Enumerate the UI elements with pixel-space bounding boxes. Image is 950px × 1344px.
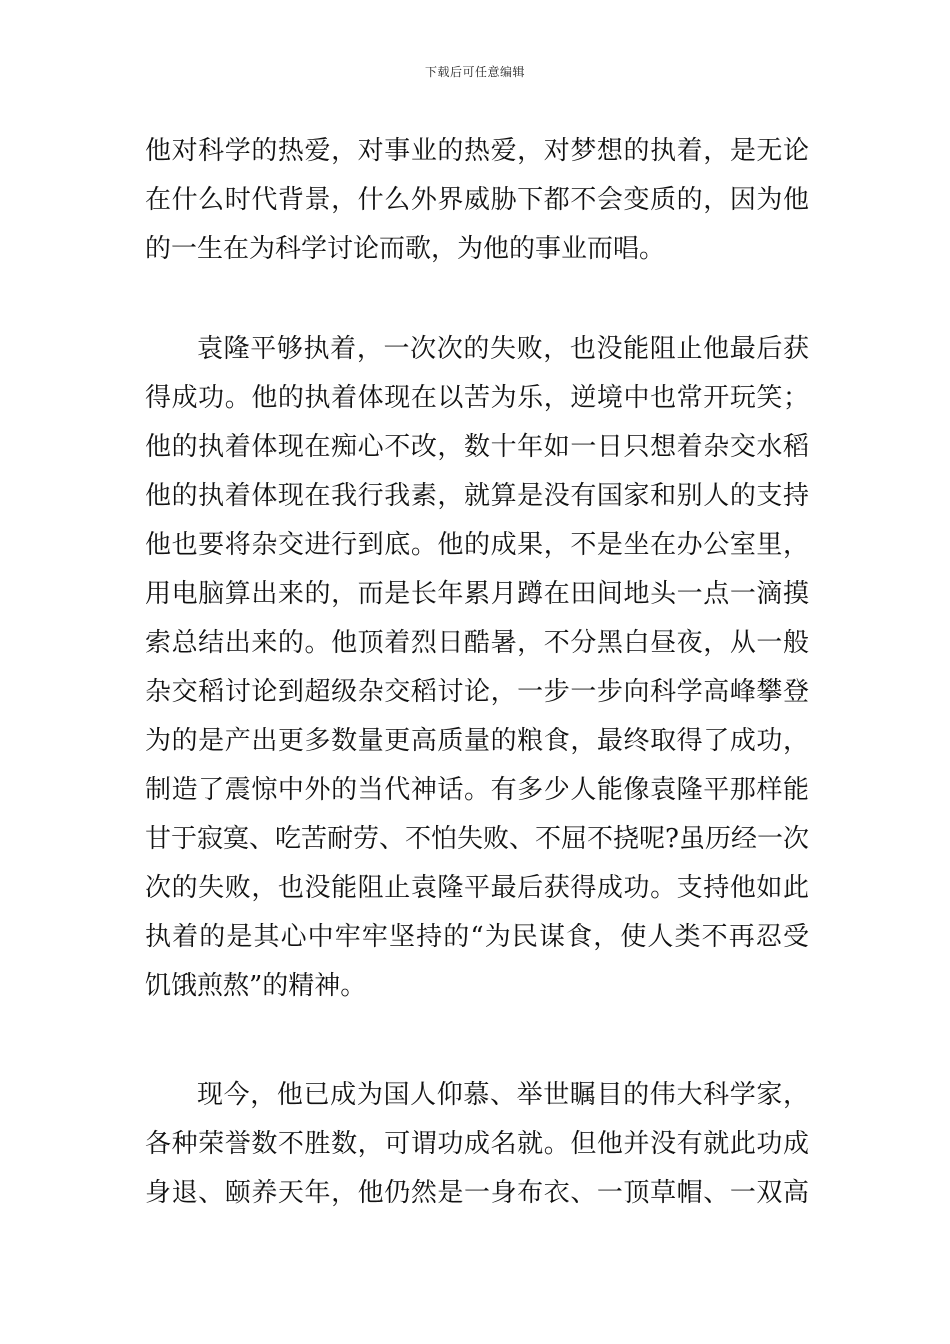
text-line: 他的执着体现在痴心不改，数十年如一日只想着杂交水稻 xyxy=(145,432,809,462)
text-line: 他对科学的热爱，对事业的热爱，对梦想的执着，是无论 xyxy=(145,136,809,166)
text-line: 杂交稻讨论到超级杂交稻讨论，一步一步向科学高峰攀登 xyxy=(145,677,809,707)
text-line: 他也要将杂交进行到底。他的成果，不是坐在办公室里， xyxy=(145,530,809,560)
paragraph-1 xyxy=(145,127,809,274)
text-line: 袁隆平够执着，一次次的失败，也没能阻止他最后获 xyxy=(197,334,809,364)
text-line: 甘于寂寞、吃苦耐劳、不怕失败、不屈不挠呢?虽历经一次 xyxy=(145,824,809,854)
text-line: 现今，他已成为国人仰慕、举世瞩目的伟大科学家， xyxy=(197,1080,809,1110)
text-line: 他的执着体现在我行我素，就算是没有国家和别人的支持 xyxy=(145,481,809,511)
text-line: 用电脑算出来的，而是长年累月蹲在田间地头一点一滴摸 xyxy=(145,579,809,609)
text-line: 为的是产出更多数量更高质量的粮食，最终取得了成功， xyxy=(145,726,809,756)
paragraph-3 xyxy=(145,1071,809,1218)
text-line: 次的失败，也没能阻止袁隆平最后获得成功。支持他如此 xyxy=(145,873,809,903)
text-line: 执着的是其心中牢牢坚持的“为民谋食，使人类不再忍受 xyxy=(145,922,809,952)
page-header: 下载后可任意编辑 xyxy=(424,65,525,79)
text-line: 各种荣誉数不胜数，可谓功成名就。但他并没有就此功成 xyxy=(145,1129,809,1159)
paragraph-2 xyxy=(145,325,809,1011)
text-line: 索总结出来的。他顶着烈日酷暑，不分黑白昼夜，从一般 xyxy=(145,628,809,658)
text-line: 制造了震惊中外的当代神话。有多少人能像袁隆平那样能 xyxy=(145,775,809,805)
text-line: 身退、颐养天年，他仍然是一身布衣、一顶草帽、一双高 xyxy=(145,1178,809,1208)
text-line: 在什么时代背景，什么外界威胁下都不会变质的，因为他 xyxy=(145,185,809,215)
text-line: 饥饿煎熬”的精神。 xyxy=(145,971,367,1001)
text-line: 得成功。他的执着体现在以苦为乐，逆境中也常开玩笑； xyxy=(145,383,809,413)
text-line: 的一生在为科学讨论而歌，为他的事业而唱。 xyxy=(145,234,666,264)
